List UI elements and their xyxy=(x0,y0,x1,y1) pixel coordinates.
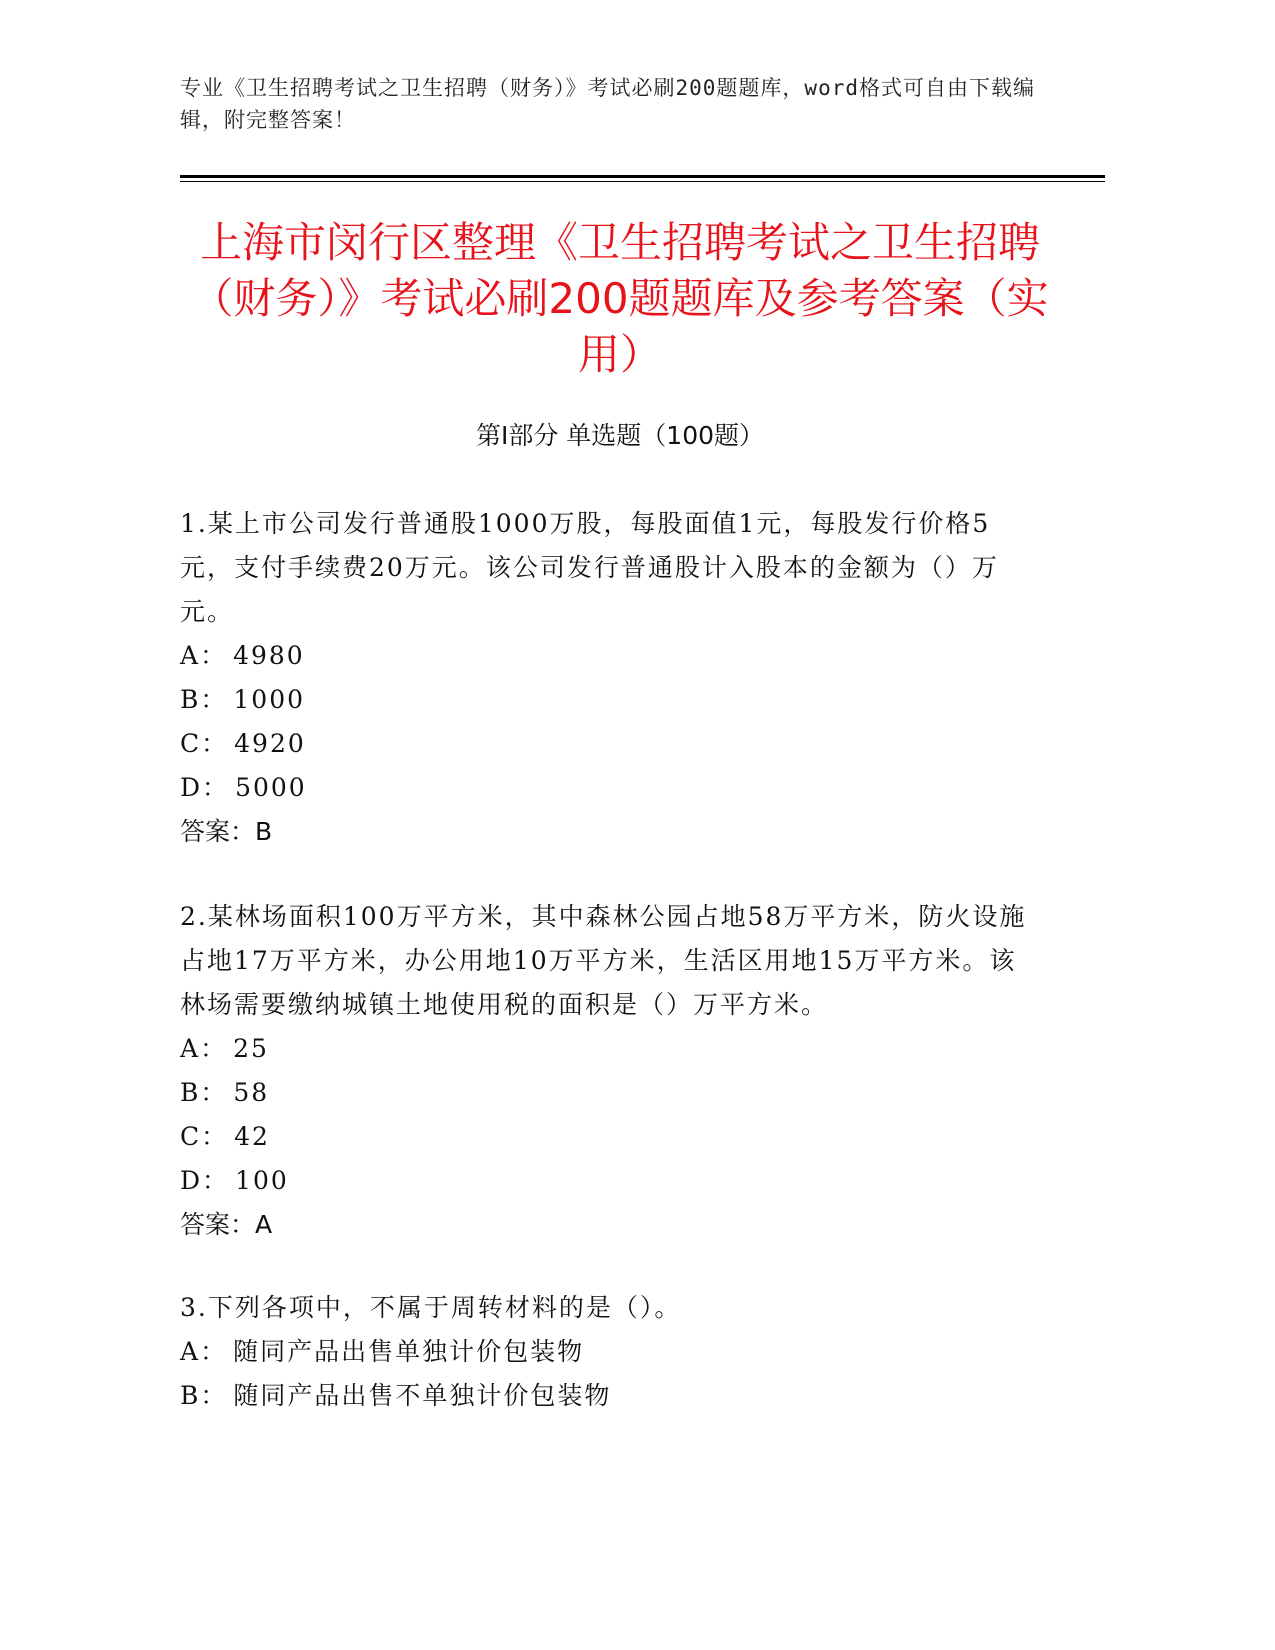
option-separator: ： xyxy=(200,1034,228,1063)
option-separator: ： xyxy=(201,729,229,758)
option-letter: B xyxy=(180,685,201,714)
option-a xyxy=(180,1027,1030,1071)
option-text: 4980 xyxy=(233,641,305,670)
option-d xyxy=(180,1159,1030,1203)
option-letter: A xyxy=(180,641,201,670)
option-separator: ： xyxy=(200,1078,228,1107)
option-text: 25 xyxy=(233,1034,269,1063)
question-stem: 1.某上市公司发行普通股1000万股，每股面值1元，每股发行价格5元，支付手续费20万元。该公司发行普通股计入股本的金额为（）万元。 xyxy=(180,509,999,626)
option-letter: C xyxy=(180,729,202,758)
option-d xyxy=(180,766,1030,810)
question-1 xyxy=(180,502,1030,854)
option-separator: ： xyxy=(201,1122,229,1151)
option-a xyxy=(180,634,1030,678)
header-divider-thin xyxy=(180,181,1105,182)
option-c xyxy=(180,1115,1030,1159)
option-text: 随同产品出售不单独计价包装物 xyxy=(233,1381,612,1410)
option-text: 5000 xyxy=(235,773,307,802)
answer-value: B xyxy=(255,817,273,846)
option-b xyxy=(180,678,1030,722)
answer-line xyxy=(180,810,1030,854)
question-3 xyxy=(180,1286,1030,1418)
option-separator: ： xyxy=(200,685,228,714)
header-note: 专业《卫生招聘考试之卫生招聘（财务）》考试必刷200题题库，word格式可自由下载编辑，附完整答案！ xyxy=(180,76,1035,132)
option-text: 42 xyxy=(234,1122,270,1151)
answer-label: 答案： xyxy=(180,817,256,846)
option-text: 随同产品出售单独计价包装物 xyxy=(233,1337,585,1366)
answer-label: 答案： xyxy=(180,1210,256,1239)
option-text: 58 xyxy=(233,1078,270,1107)
answer-value: A xyxy=(255,1210,273,1239)
question-stem: 2.某林场面积100万平方米，其中森林公园占地58万平方米，防火设施占地17万平方米，办公用地10万平方米，生活区用地15万平方米。该林场需要缴纳城镇土地使用税的面积是（）万平方米。 xyxy=(180,902,1027,1019)
section-heading: 第I部分 单选题（100题） xyxy=(475,421,765,450)
header-divider-thick xyxy=(180,175,1105,178)
option-b xyxy=(180,1374,1030,1418)
option-separator: ： xyxy=(200,1381,228,1410)
question-stem: 3.下列各项中，不属于周转材料的是（）。 xyxy=(180,1293,682,1322)
option-text: 1000 xyxy=(233,685,306,714)
option-text: 100 xyxy=(235,1166,289,1195)
option-separator: ： xyxy=(202,773,230,802)
option-separator: ： xyxy=(200,1337,228,1366)
option-letter: D xyxy=(180,773,203,802)
answer-line xyxy=(180,1203,1030,1247)
option-letter: A xyxy=(180,1034,201,1063)
question-2 xyxy=(180,895,1030,1247)
option-separator: ： xyxy=(202,1166,230,1195)
option-letter: A xyxy=(180,1337,201,1366)
option-c xyxy=(180,722,1030,766)
option-letter: D xyxy=(180,1166,203,1195)
option-letter: B xyxy=(180,1078,201,1107)
option-letter: B xyxy=(180,1381,201,1410)
option-letter: C xyxy=(180,1122,202,1151)
option-separator: ： xyxy=(200,641,228,670)
option-text: 4920 xyxy=(234,729,306,758)
option-a xyxy=(180,1330,1030,1374)
document-title: 上海市闵行区整理《卫生招聘考试之卫生招聘（财务）》考试必刷200题题库及参考答案（实用） xyxy=(191,218,1049,379)
option-b xyxy=(180,1071,1030,1115)
